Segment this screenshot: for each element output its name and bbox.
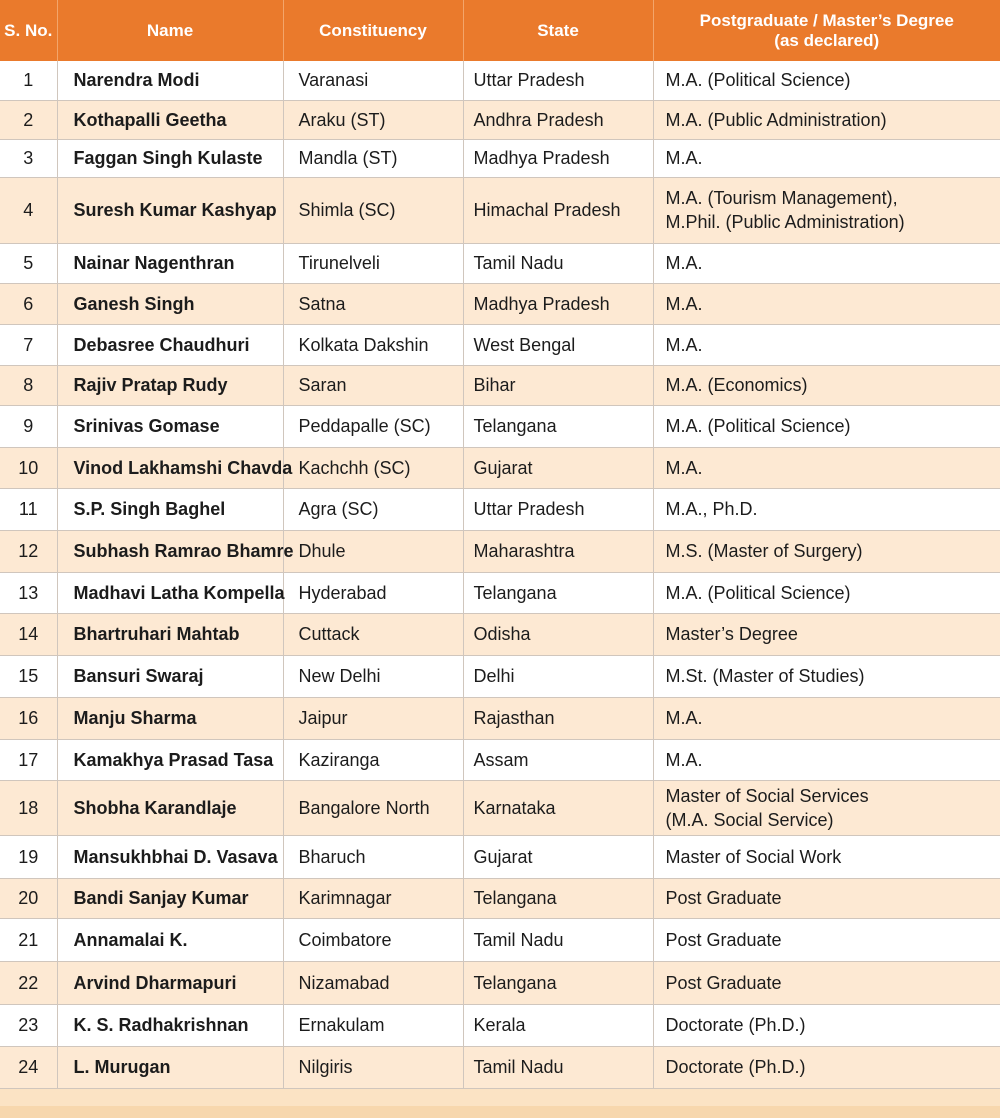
row-name: Bhartruhari Mahtab bbox=[57, 613, 283, 655]
row-state: Assam bbox=[463, 739, 653, 780]
row-sno: 4 bbox=[0, 177, 57, 243]
row-constituency: Nizamabad bbox=[283, 961, 463, 1004]
row-name: Manju Sharma bbox=[57, 697, 283, 739]
row-constituency: Kolkata Dakshin bbox=[283, 324, 463, 365]
row-constituency: Ernakulam bbox=[283, 1004, 463, 1046]
row-sno: 24 bbox=[0, 1046, 57, 1088]
row-degree: Post Graduate bbox=[653, 918, 1000, 961]
row-degree: M.A. (Political Science) bbox=[653, 61, 1000, 100]
header-sno bbox=[0, 0, 57, 61]
row-state: Tamil Nadu bbox=[463, 918, 653, 961]
row-degree: M.A. (Political Science) bbox=[653, 405, 1000, 447]
table-row bbox=[0, 1004, 1000, 1046]
row-constituency: Cuttack bbox=[283, 613, 463, 655]
row-constituency: Kaziranga bbox=[283, 739, 463, 780]
header-row bbox=[0, 0, 1000, 61]
row-degree: Master of Social Work bbox=[653, 835, 1000, 878]
row-constituency: Araku (ST) bbox=[283, 100, 463, 139]
row-sno: 14 bbox=[0, 613, 57, 655]
row-degree: Master of Social Services (M.A. Social Service) bbox=[653, 780, 1000, 835]
row-state: Telangana bbox=[463, 572, 653, 613]
table-row bbox=[0, 572, 1000, 613]
table-row bbox=[0, 739, 1000, 780]
row-degree: M.A. bbox=[653, 139, 1000, 177]
row-state: Telangana bbox=[463, 961, 653, 1004]
row-state: Gujarat bbox=[463, 835, 653, 878]
row-constituency: Mandla (ST) bbox=[283, 139, 463, 177]
row-name: Ganesh Singh bbox=[57, 283, 283, 324]
row-sno: 6 bbox=[0, 283, 57, 324]
row-state: Gujarat bbox=[463, 447, 653, 488]
row-constituency: Shimla (SC) bbox=[283, 177, 463, 243]
table-row bbox=[0, 697, 1000, 739]
row-sno: 22 bbox=[0, 961, 57, 1004]
row-name: Shobha Karandlaje bbox=[57, 780, 283, 835]
row-name: Debasree Chaudhuri bbox=[57, 324, 283, 365]
row-degree: M.S. (Master of Surgery) bbox=[653, 530, 1000, 572]
table-row bbox=[0, 835, 1000, 878]
row-sno: 8 bbox=[0, 365, 57, 405]
table-row bbox=[0, 100, 1000, 139]
row-name: Madhavi Latha Kompella bbox=[57, 572, 283, 613]
header-sno-label: S. No. bbox=[4, 20, 53, 40]
row-degree: Master’s Degree bbox=[653, 613, 1000, 655]
row-state: Tamil Nadu bbox=[463, 1046, 653, 1088]
row-constituency: Agra (SC) bbox=[283, 488, 463, 530]
row-name: K. S. Radhakrishnan bbox=[57, 1004, 283, 1046]
row-constituency: Karimnagar bbox=[283, 878, 463, 918]
row-state: Telangana bbox=[463, 405, 653, 447]
row-sno: 2 bbox=[0, 100, 57, 139]
row-name: L. Murugan bbox=[57, 1046, 283, 1088]
row-name: Kothapalli Geetha bbox=[57, 100, 283, 139]
row-name: Bansuri Swaraj bbox=[57, 655, 283, 697]
table-row bbox=[0, 878, 1000, 918]
row-sno: 19 bbox=[0, 835, 57, 878]
row-state: Delhi bbox=[463, 655, 653, 697]
table-row bbox=[0, 530, 1000, 572]
row-state: Rajasthan bbox=[463, 697, 653, 739]
header-name bbox=[57, 0, 283, 61]
table-row bbox=[0, 447, 1000, 488]
table-body bbox=[0, 61, 1000, 1088]
header-degree-label: Postgraduate / Master’s Degree (as declared) bbox=[699, 10, 954, 50]
row-constituency: Bharuch bbox=[283, 835, 463, 878]
row-constituency: Bangalore North bbox=[283, 780, 463, 835]
row-sno: 12 bbox=[0, 530, 57, 572]
row-constituency: Jaipur bbox=[283, 697, 463, 739]
row-state: Madhya Pradesh bbox=[463, 139, 653, 177]
row-state: Bihar bbox=[463, 365, 653, 405]
table-row bbox=[0, 961, 1000, 1004]
row-constituency: New Delhi bbox=[283, 655, 463, 697]
row-degree: M.A. (Public Administration) bbox=[653, 100, 1000, 139]
row-sno: 5 bbox=[0, 243, 57, 283]
row-constituency: Varanasi bbox=[283, 61, 463, 100]
table-row bbox=[0, 655, 1000, 697]
row-degree: M.A. bbox=[653, 243, 1000, 283]
row-degree: M.A. (Economics) bbox=[653, 365, 1000, 405]
row-name: Mansukhbhai D. Vasava bbox=[57, 835, 283, 878]
row-state: Kerala bbox=[463, 1004, 653, 1046]
row-constituency: Hyderabad bbox=[283, 572, 463, 613]
table-row bbox=[0, 61, 1000, 100]
row-degree: M.A. bbox=[653, 739, 1000, 780]
table-row bbox=[0, 1046, 1000, 1088]
row-sno: 21 bbox=[0, 918, 57, 961]
row-sno: 7 bbox=[0, 324, 57, 365]
table-row bbox=[0, 780, 1000, 835]
row-degree: Post Graduate bbox=[653, 878, 1000, 918]
row-degree: M.A., Ph.D. bbox=[653, 488, 1000, 530]
row-sno: 20 bbox=[0, 878, 57, 918]
bottom-decorative-band bbox=[0, 1106, 1000, 1118]
row-state: Madhya Pradesh bbox=[463, 283, 653, 324]
row-state: Andhra Pradesh bbox=[463, 100, 653, 139]
row-sno: 23 bbox=[0, 1004, 57, 1046]
header-state-label: State bbox=[537, 20, 579, 40]
row-sno: 1 bbox=[0, 61, 57, 100]
row-sno: 16 bbox=[0, 697, 57, 739]
header-name-label: Name bbox=[146, 20, 194, 40]
row-degree: Doctorate (Ph.D.) bbox=[653, 1004, 1000, 1046]
row-state: Himachal Pradesh bbox=[463, 177, 653, 243]
table-row bbox=[0, 365, 1000, 405]
table-row bbox=[0, 613, 1000, 655]
row-constituency: Peddapalle (SC) bbox=[283, 405, 463, 447]
table-row bbox=[0, 243, 1000, 283]
row-state: Maharashtra bbox=[463, 530, 653, 572]
row-sno: 15 bbox=[0, 655, 57, 697]
row-sno: 18 bbox=[0, 780, 57, 835]
row-degree: M.A. (Tourism Management), M.Phil. (Public Administration) bbox=[653, 177, 1000, 243]
row-state: Uttar Pradesh bbox=[463, 61, 653, 100]
row-name: S.P. Singh Baghel bbox=[57, 488, 283, 530]
header-degree bbox=[653, 0, 1000, 61]
row-constituency: Dhule bbox=[283, 530, 463, 572]
row-state: Uttar Pradesh bbox=[463, 488, 653, 530]
table-row bbox=[0, 324, 1000, 365]
row-name: Subhash Ramrao Bhamre bbox=[57, 530, 283, 572]
row-sno: 3 bbox=[0, 139, 57, 177]
row-name: Narendra Modi bbox=[57, 61, 283, 100]
row-degree: M.A. bbox=[653, 447, 1000, 488]
row-name: Rajiv Pratap Rudy bbox=[57, 365, 283, 405]
row-degree: Post Graduate bbox=[653, 961, 1000, 1004]
table-row bbox=[0, 177, 1000, 243]
row-name: Nainar Nagenthran bbox=[57, 243, 283, 283]
row-sno: 9 bbox=[0, 405, 57, 447]
row-constituency: Nilgiris bbox=[283, 1046, 463, 1088]
row-state: Tamil Nadu bbox=[463, 243, 653, 283]
row-degree: M.St. (Master of Studies) bbox=[653, 655, 1000, 697]
table-row bbox=[0, 918, 1000, 961]
row-name: Vinod Lakhamshi Chavda bbox=[57, 447, 283, 488]
row-sno: 11 bbox=[0, 488, 57, 530]
row-sno: 10 bbox=[0, 447, 57, 488]
row-degree: M.A. bbox=[653, 697, 1000, 739]
row-state: Odisha bbox=[463, 613, 653, 655]
row-name: Bandi Sanjay Kumar bbox=[57, 878, 283, 918]
table-row bbox=[0, 283, 1000, 324]
row-state: Karnataka bbox=[463, 780, 653, 835]
row-degree: M.A. bbox=[653, 324, 1000, 365]
row-name: Annamalai K. bbox=[57, 918, 283, 961]
header-state bbox=[463, 0, 653, 61]
row-name: Arvind Dharmapuri bbox=[57, 961, 283, 1004]
row-sno: 13 bbox=[0, 572, 57, 613]
row-state: West Bengal bbox=[463, 324, 653, 365]
header-constituency-label: Constituency bbox=[319, 20, 427, 40]
row-constituency: Saran bbox=[283, 365, 463, 405]
row-name: Kamakhya Prasad Tasa bbox=[57, 739, 283, 780]
row-constituency: Kachchh (SC) bbox=[283, 447, 463, 488]
header-constituency bbox=[283, 0, 463, 61]
table-row bbox=[0, 139, 1000, 177]
row-name: Suresh Kumar Kashyap bbox=[57, 177, 283, 243]
row-name: Faggan Singh Kulaste bbox=[57, 139, 283, 177]
table-row bbox=[0, 488, 1000, 530]
row-constituency: Satna bbox=[283, 283, 463, 324]
row-sno: 17 bbox=[0, 739, 57, 780]
table-header bbox=[0, 0, 1000, 61]
row-state: Telangana bbox=[463, 878, 653, 918]
row-constituency: Coimbatore bbox=[283, 918, 463, 961]
row-name: Srinivas Gomase bbox=[57, 405, 283, 447]
row-degree: M.A. bbox=[653, 283, 1000, 324]
row-degree: M.A. (Political Science) bbox=[653, 572, 1000, 613]
table-row bbox=[0, 405, 1000, 447]
row-degree: Doctorate (Ph.D.) bbox=[653, 1046, 1000, 1088]
row-constituency: Tirunelveli bbox=[283, 243, 463, 283]
